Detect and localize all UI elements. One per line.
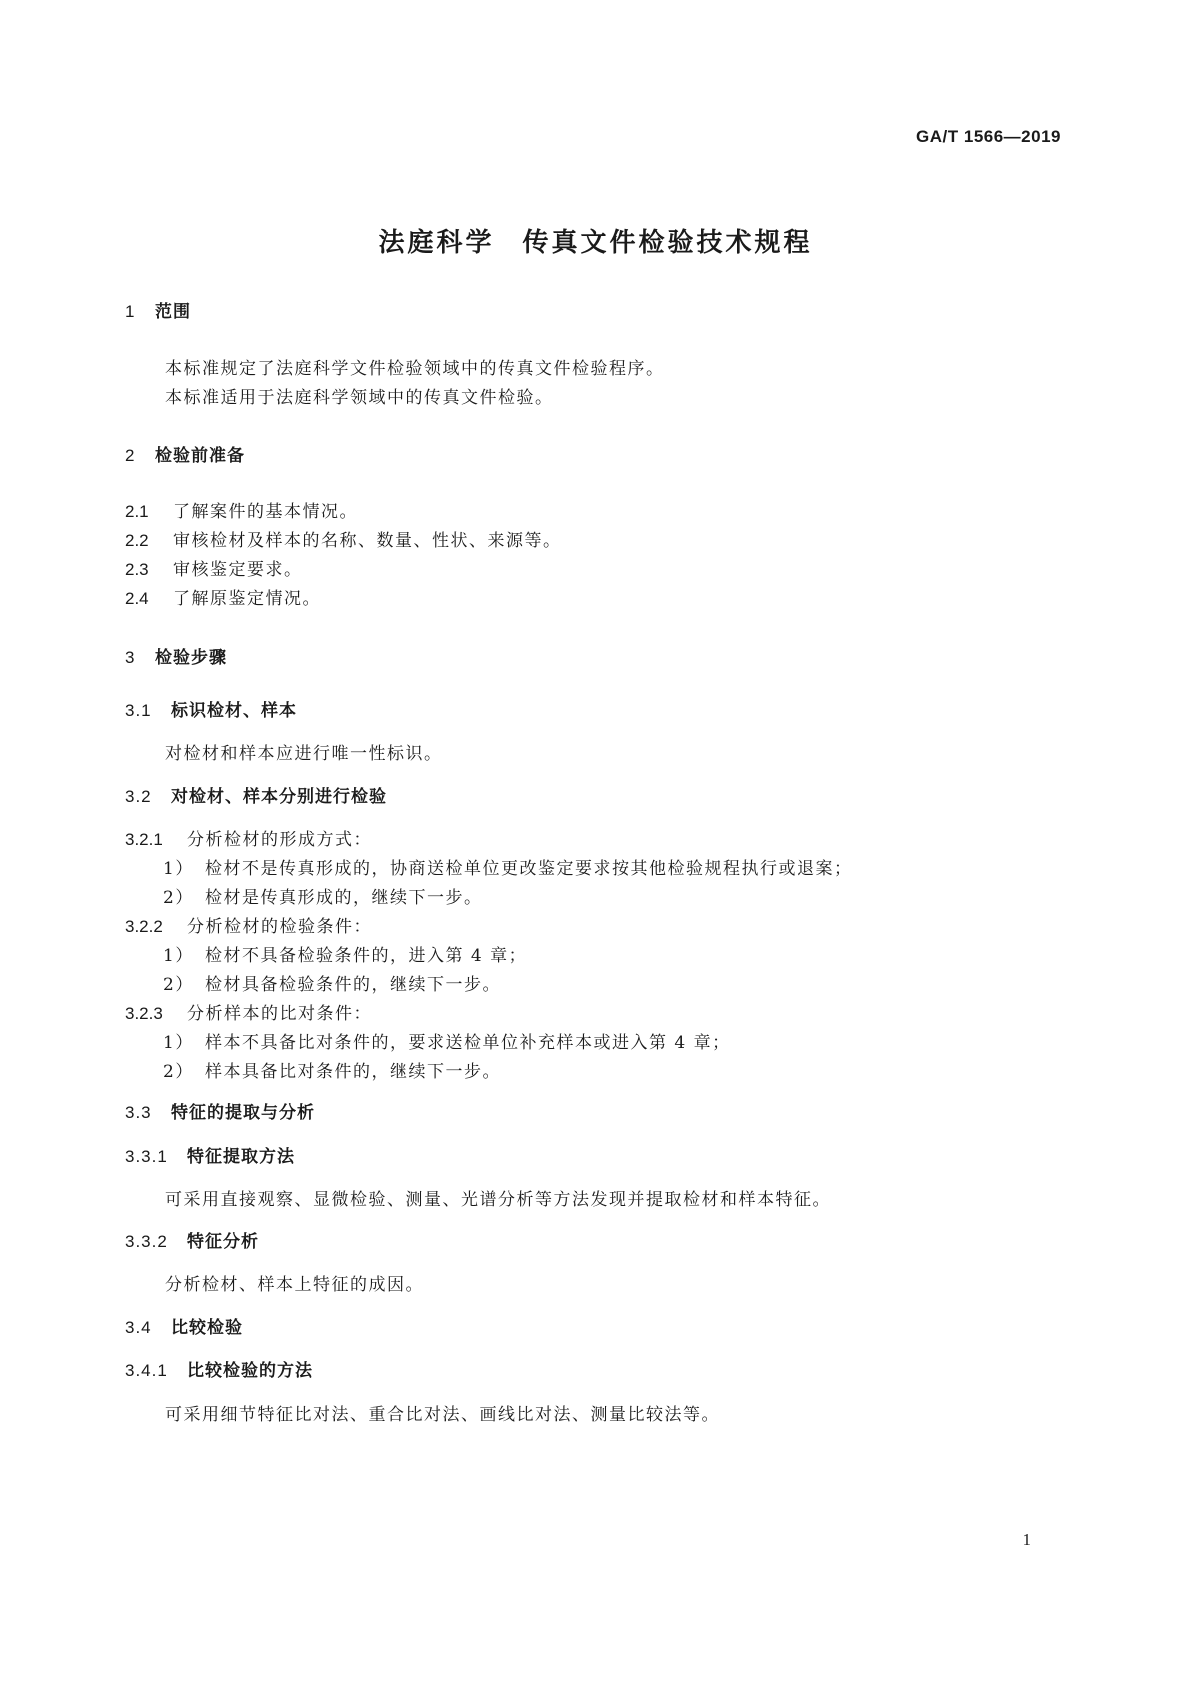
section-number: 3.4.1 [125,1361,168,1380]
section-number: 3 [125,648,136,667]
subsection-3-1-heading [125,696,297,721]
section-title: 特征提取方法 [187,1147,295,1167]
list-marker: 2） [163,888,194,908]
list-text: 检材是传真形成的，继续下一步。 [205,888,483,908]
section-number: 1 [125,302,136,321]
clause-3-2-3 [125,999,372,1024]
list-item [163,854,853,879]
section-number: 3.1 [125,701,152,720]
section-title: 标识检材、样本 [171,701,297,721]
clause-text: 分析样本的比对条件： [187,1004,372,1024]
list-item [125,526,562,551]
section-title: 比较检验 [171,1318,243,1338]
clause-text: 分析检材的形成方式： [187,830,372,850]
section-title: 对检材、样本分别进行检验 [171,787,387,807]
s1-paragraph-2: 本标准适用于法庭科学领域中的传真文件检验。 [165,388,554,408]
list-marker: 2） [163,975,194,995]
s3-1-paragraph: 对检材和样本应进行唯一性标识。 [165,744,443,764]
subsection-3-3-1-heading [125,1142,295,1167]
subsection-3-4-heading [125,1313,243,1338]
page-number: 1 [1022,1530,1031,1549]
list-marker: 2） [163,1062,194,1082]
list-text: 检材不是传真形成的，协商送检单位更改鉴定要求按其他检验规程执行或退案； [205,859,853,879]
s3-4-1-paragraph: 可采用细节特征比对法、重合比对法、画线比对法、测量比较法等。 [165,1405,720,1425]
list-item [163,970,501,995]
clause-text: 审核检材及样本的名称、数量、性状、来源等。 [173,531,562,551]
clause-number: 2.4 [125,589,149,608]
subsection-3-3-heading [125,1098,315,1123]
clause-number: 2.3 [125,560,149,579]
clause-text: 了解案件的基本情况。 [173,502,358,522]
section-title: 检验前准备 [155,446,245,466]
section-title: 特征分析 [187,1232,259,1252]
clause-text: 了解原鉴定情况。 [173,589,321,609]
subsection-3-4-1-heading [125,1356,313,1381]
s3-3-1-paragraph: 可采用直接观察、显微检验、测量、光谱分析等方法发现并提取检材和样本特征。 [165,1190,831,1210]
list-item [163,941,527,966]
subsection-3-2-heading [125,782,387,807]
clause-text: 分析检材的检验条件： [187,917,372,937]
section-title: 检验步骤 [155,648,227,668]
list-item [125,584,321,609]
page-title [0,222,1191,259]
list-item [163,1057,501,1082]
section-number: 2 [125,446,136,465]
section-title: 特征的提取与分析 [171,1103,315,1123]
list-item [163,1028,731,1053]
section-title: 范围 [155,302,191,322]
list-marker: 1） [163,859,194,879]
list-item [125,555,303,580]
title-part-1: 法庭科学 [378,228,495,258]
section-title: 比较检验的方法 [187,1361,313,1381]
section-3-heading [125,643,227,668]
section-2-heading [125,441,245,466]
clause-number: 2.2 [125,531,149,550]
clause-text: 审核鉴定要求。 [173,560,303,580]
section-number: 3.3 [125,1103,152,1122]
list-text: 检材具备检验条件的，继续下一步。 [205,975,501,995]
s3-3-2-paragraph: 分析检材、样本上特征的成因。 [165,1275,424,1295]
clause-3-2-1 [125,825,372,850]
list-text: 检材不具备检验条件的，进入第 4 章； [205,946,528,966]
clause-number: 3.2.1 [125,830,163,849]
list-item [163,883,483,908]
subsection-3-3-2-heading [125,1227,259,1252]
list-text: 样本具备比对条件的，继续下一步。 [205,1062,501,1082]
section-number: 3.2 [125,787,152,806]
list-marker: 1） [163,946,194,966]
section-number: 3.3.1 [125,1147,168,1166]
clause-number: 3.2.2 [125,917,163,936]
clause-number: 2.1 [125,502,149,521]
title-part-2: 传真文件检验技术规程 [522,228,813,258]
list-text: 样本不具备比对条件的，要求送检单位补充样本或进入第 4 章； [205,1033,731,1053]
list-item [125,497,358,522]
section-number: 3.3.2 [125,1232,168,1251]
section-number: 3.4 [125,1318,152,1337]
standard-code: GA/T 1566—2019 [916,127,1061,146]
clause-number: 3.2.3 [125,1004,163,1023]
clause-3-2-2 [125,912,372,937]
list-marker: 1） [163,1033,194,1053]
section-1-heading [125,297,191,322]
s1-paragraph-1: 本标准规定了法庭科学文件检验领域中的传真文件检验程序。 [165,359,665,379]
